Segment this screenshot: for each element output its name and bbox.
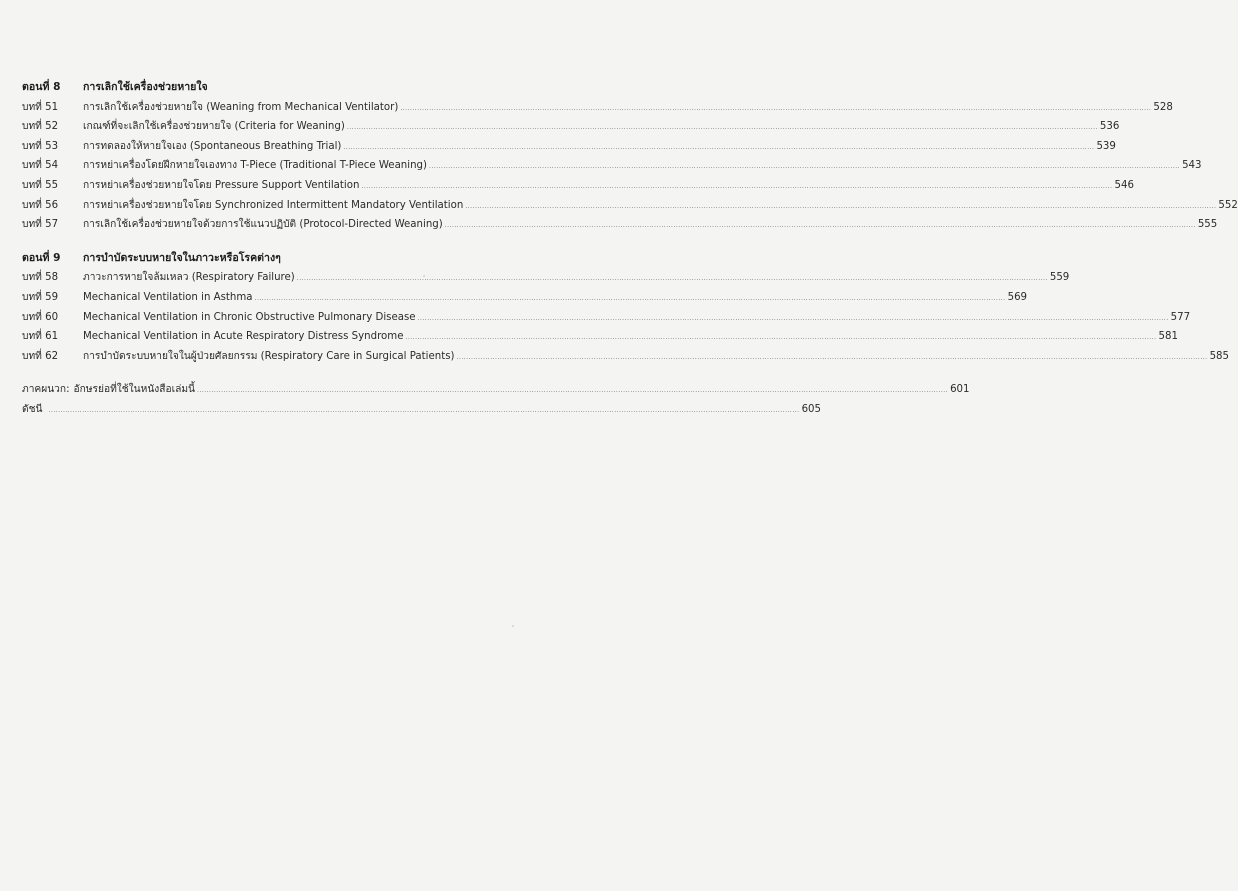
appendix-title: อักษรย่อที่ใช้ในหนังสือเล่มนี้ [73, 384, 196, 396]
dot-leader [343, 138, 1094, 158]
chapter-title: Mechanical Ventilation in Chronic Obstructive Pulmonary Disease [83, 311, 416, 323]
chapter-number: บทที่ 54 [22, 160, 59, 172]
chapter-title: การหย่าเครื่องช่วยหายใจโดย Synchronized Intermittent Mandatory Ventilation [83, 199, 464, 211]
chapter-number: บทที่ 51 [22, 101, 59, 113]
index-label: ดัชนี [22, 403, 43, 415]
part-number: ตอนที่ 8 [22, 81, 61, 93]
chapter-number: บทที่ 57 [22, 219, 59, 231]
toc-part-9 [22, 249, 1230, 367]
toc-entry-index[interactable] [22, 400, 822, 420]
chapter-number: บทที่ 60 [22, 311, 59, 323]
chapter-title: เกณฑ์ที่จะเลิกใช้เครื่องช่วยหายใจ (Criteria for Weaning) [83, 121, 345, 133]
toc-entry[interactable] [22, 327, 1178, 347]
chapter-title: การทดลองให้หายใจเอง (Spontaneous Breathing Trial) [83, 140, 342, 152]
chapter-title: การหย่าเครื่องโดยฝึกหายใจเองทาง T-Piece (Traditional T-Piece Weaning) [83, 160, 427, 172]
dot-leader [457, 348, 1208, 368]
toc-back-matter [22, 380, 970, 419]
page-number: 559 [1049, 272, 1070, 284]
part-heading [22, 78, 514, 98]
toc-entry[interactable] [22, 215, 1218, 235]
part-title: การเลิกใช้เครื่องช่วยหายใจ [83, 81, 208, 93]
dot-leader [347, 118, 1098, 138]
toc-entry[interactable] [22, 288, 1028, 308]
page-number: 569 [1007, 291, 1028, 303]
page-number: 536 [1099, 121, 1120, 133]
toc-entry[interactable] [22, 176, 1134, 196]
page-number: 601 [950, 384, 970, 396]
part-heading [22, 249, 514, 269]
dot-leader [445, 216, 1196, 236]
dot-leader [49, 401, 800, 421]
chapter-number: บทที่ 59 [22, 291, 59, 303]
page-number: 555 [1197, 219, 1218, 231]
page-number: 539 [1096, 140, 1116, 152]
dot-leader [255, 289, 1006, 309]
chapter-number: บทที่ 53 [22, 140, 59, 152]
toc-part-8 [22, 78, 1238, 235]
chapter-number: บทที่ 62 [22, 350, 59, 362]
page-number: 577 [1170, 311, 1191, 323]
chapter-title: การบำบัดระบบหายใจในผู้ป่วยศัลยกรรม (Respiratory Care in Surgical Patients) [83, 350, 455, 362]
page-number: 546 [1114, 179, 1134, 191]
chapter-number: บทที่ 61 [22, 331, 59, 343]
page-number: 585 [1209, 350, 1230, 362]
page-number: 528 [1153, 101, 1173, 113]
chapter-number: บทที่ 55 [22, 179, 59, 191]
stray-mark: , [423, 270, 426, 278]
page-number: 543 [1182, 160, 1202, 172]
table-of-contents [22, 78, 1238, 434]
page-number: 581 [1158, 331, 1178, 343]
chapter-title: ภาวะการหายใจล้มเหลว (Respiratory Failure) [83, 272, 295, 284]
chapter-title: Mechanical Ventilation in Asthma [83, 291, 253, 303]
chapter-title: การเลิกใช้เครื่องช่วยหายใจ (Weaning from Mechanical Ventilator) [83, 101, 399, 113]
part-number: ตอนที่ 9 [22, 251, 61, 264]
chapter-number: บทที่ 56 [22, 199, 59, 211]
dot-leader [361, 177, 1112, 197]
toc-entry[interactable] [22, 347, 1230, 367]
dot-leader [465, 197, 1216, 217]
page-number: 552 [1218, 199, 1238, 211]
page-number: 605 [801, 403, 822, 415]
dot-leader [405, 328, 1156, 348]
appendix-label: ภาคผนวก: [22, 384, 70, 396]
dot-leader [197, 381, 948, 401]
toc-entry[interactable] [22, 98, 1173, 118]
chapter-title: Mechanical Ventilation in Acute Respiratory Distress Syndrome [83, 331, 404, 343]
chapter-title: การหย่าเครื่องช่วยหายใจโดย Pressure Support Ventilation [83, 179, 360, 191]
chapter-number: บทที่ 58 [22, 272, 59, 284]
toc-entry[interactable] [22, 196, 1238, 216]
toc-entry-appendix[interactable] [22, 380, 970, 400]
chapter-number: บทที่ 52 [22, 121, 59, 133]
toc-entry[interactable] [22, 137, 1116, 157]
part-title: การบำบัดระบบหายใจในภาวะหรือโรคต่างๆ [83, 251, 281, 264]
toc-entry[interactable] [22, 308, 1191, 328]
toc-entry[interactable] [22, 117, 1120, 137]
toc-entry[interactable] [22, 156, 1202, 176]
stray-mark: , [512, 620, 515, 628]
dot-leader [400, 99, 1151, 119]
dot-leader [429, 157, 1180, 177]
chapter-title: การเลิกใช้เครื่องช่วยหายใจด้วยการใช้แนวปฏิบัติ (Protocol-Directed Weaning) [83, 219, 443, 231]
dot-leader [297, 269, 1048, 289]
toc-entry[interactable] [22, 268, 1070, 288]
dot-leader [418, 309, 1169, 329]
